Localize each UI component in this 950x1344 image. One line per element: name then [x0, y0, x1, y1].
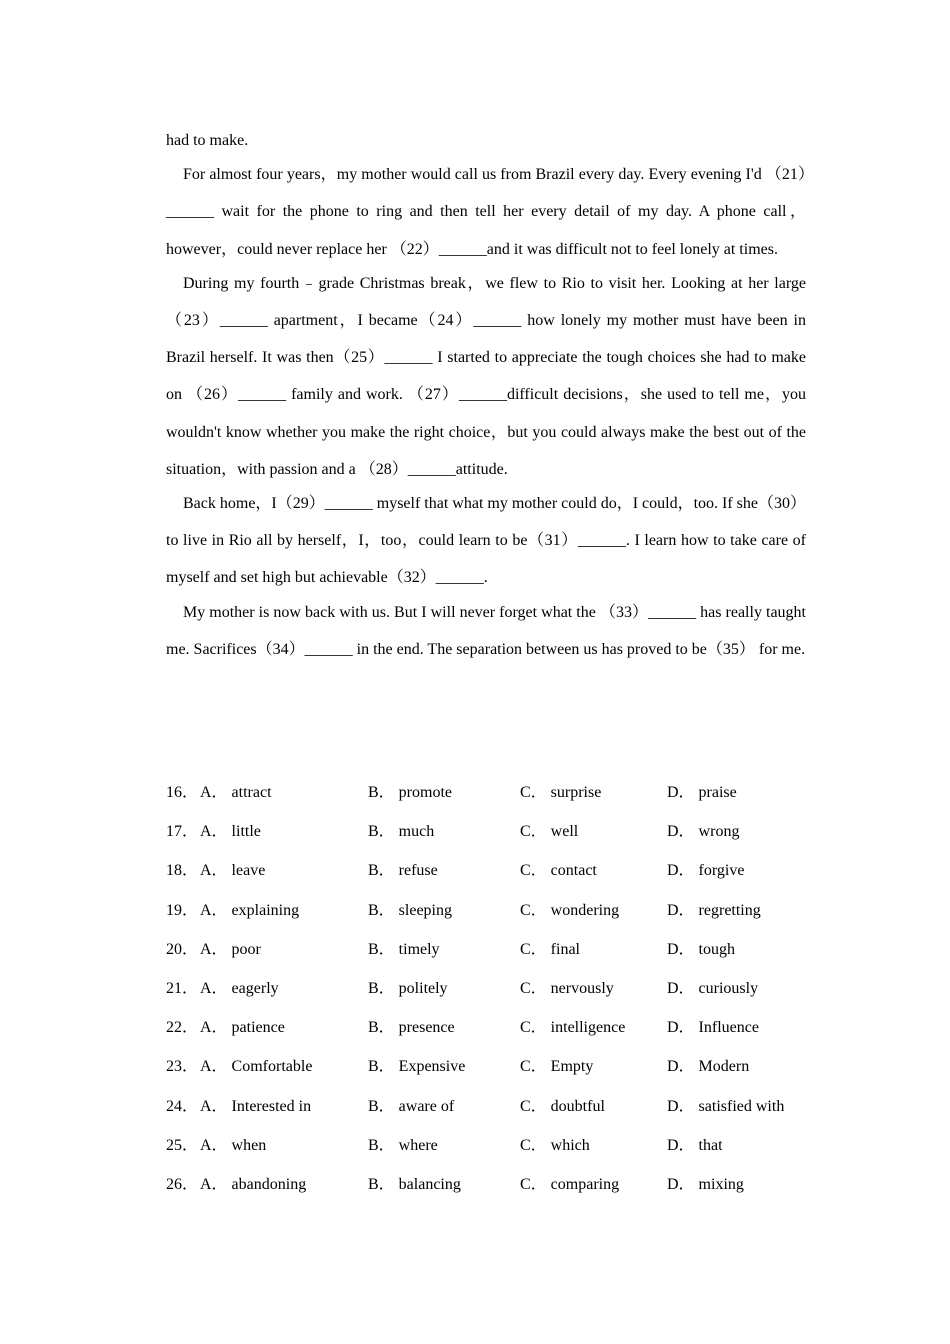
question-row	[166, 1010, 806, 1049]
option-d: D． tough	[667, 940, 736, 958]
question-number: 24．	[166, 1097, 199, 1115]
question-row	[166, 775, 806, 814]
question-row	[166, 853, 806, 892]
option-d: D． praise	[667, 784, 737, 801]
option-b: B． sleeping	[368, 901, 452, 919]
option-d: D． curiously	[667, 979, 759, 997]
question-row	[166, 1167, 806, 1206]
passage-paragraph-3: During my fourth﹣grade Christmas break，we flew to Rio to visit her. Looking at her large （23）______ apartment，I became（24）______ how lonely my mother must have been in Brazil herself. It was then（25）______ I started to appreciate the tough choices she had to make on （26）______ family and work. （27）______difficult decisions，she used to tell me，you wouldn't know whether you make the right choice，but you could always make the best out of the situation，with passion and a （28）______attitude.	[166, 274, 806, 478]
option-d: D． that	[667, 1136, 723, 1154]
option-a: A． attract	[200, 784, 272, 801]
option-c: C． doubtful	[520, 1097, 605, 1115]
passage-paragraph-1: had to make.	[166, 132, 249, 149]
option-c: C． final	[520, 940, 580, 958]
answer-options	[166, 775, 806, 1206]
option-a: A． abandoning	[200, 1175, 307, 1193]
question-row	[166, 932, 806, 971]
option-d: D． satisfied with	[667, 1097, 785, 1115]
question-number: 23．	[166, 1058, 199, 1076]
option-a: A． eagerly	[200, 979, 279, 997]
option-b: B． refuse	[368, 862, 438, 880]
question-row	[166, 814, 806, 853]
question-row	[166, 1089, 806, 1128]
option-d: D． mixing	[667, 1175, 744, 1193]
question-row	[166, 1128, 806, 1167]
option-a: A． Comfortable	[200, 1058, 313, 1076]
option-b: B． presence	[368, 1019, 455, 1037]
option-d: D． forgive	[667, 862, 745, 880]
option-c: C． intelligence	[520, 1019, 626, 1037]
option-a: A． poor	[200, 940, 261, 958]
option-d: D． regretting	[667, 901, 761, 919]
question-number: 20．	[166, 940, 199, 958]
option-c: C． surprise	[520, 784, 602, 801]
passage	[166, 122, 806, 668]
passage-paragraph-5: My mother is now back with us. But I will never forget what the （33）______ has really taught me. Sacrifices（34）______ in the end. The separation between us has proved to be（35） for me.	[166, 603, 806, 658]
option-c: C． Empty	[520, 1058, 594, 1076]
option-c: C． contact	[520, 862, 597, 880]
passage-paragraph-2: For almost four years，my mother would call us from Brazil every day. Every evening I'd （21）______ wait for the phone to ring and then tell her every detail of my day. A phone call，however，could never replace her （22）______and it was difficult not to feel lonely at times.	[166, 166, 806, 258]
question-number: 21．	[166, 979, 199, 997]
option-a: A． Interested in	[200, 1097, 312, 1115]
question-number: 19．	[166, 901, 199, 919]
option-d: D． wrong	[667, 823, 740, 841]
option-b: B． politely	[368, 979, 448, 997]
option-a: A． explaining	[200, 901, 300, 919]
option-b: B． aware of	[368, 1097, 455, 1115]
option-b: B． timely	[368, 940, 440, 958]
option-c: C． which	[520, 1136, 590, 1154]
option-b: B． promote	[368, 784, 452, 801]
question-number: 16．	[166, 784, 199, 801]
question-number: 18．	[166, 862, 199, 880]
option-b: B． much	[368, 823, 435, 841]
option-b: B． Expensive	[368, 1058, 466, 1076]
option-c: C． well	[520, 823, 579, 841]
question-number: 17．	[166, 823, 199, 841]
option-c: C． wondering	[520, 901, 620, 919]
passage-paragraph-4: Back home，I（29）______ myself that what my mother could do，I could，too. If she（30） to live in Rio all by herself，I，too，could learn to be（31）______. I learn how to take care of myself and set high but achievable（32）______.	[166, 495, 807, 587]
question-number: 22．	[166, 1019, 199, 1037]
option-a: A． patience	[200, 1019, 285, 1037]
option-c: C． nervously	[520, 979, 614, 997]
option-b: B． where	[368, 1136, 438, 1154]
option-c: C． comparing	[520, 1175, 620, 1193]
option-a: A． little	[200, 823, 261, 841]
option-a: A． when	[200, 1136, 267, 1154]
option-d: D． Modern	[667, 1058, 750, 1076]
question-row	[166, 893, 806, 932]
question-number: 26．	[166, 1175, 199, 1193]
question-row	[166, 971, 806, 1010]
option-d: D． Influence	[667, 1019, 759, 1037]
question-number: 25．	[166, 1136, 199, 1154]
option-b: B． balancing	[368, 1175, 461, 1193]
question-row	[166, 1049, 806, 1088]
option-a: A． leave	[200, 862, 266, 880]
